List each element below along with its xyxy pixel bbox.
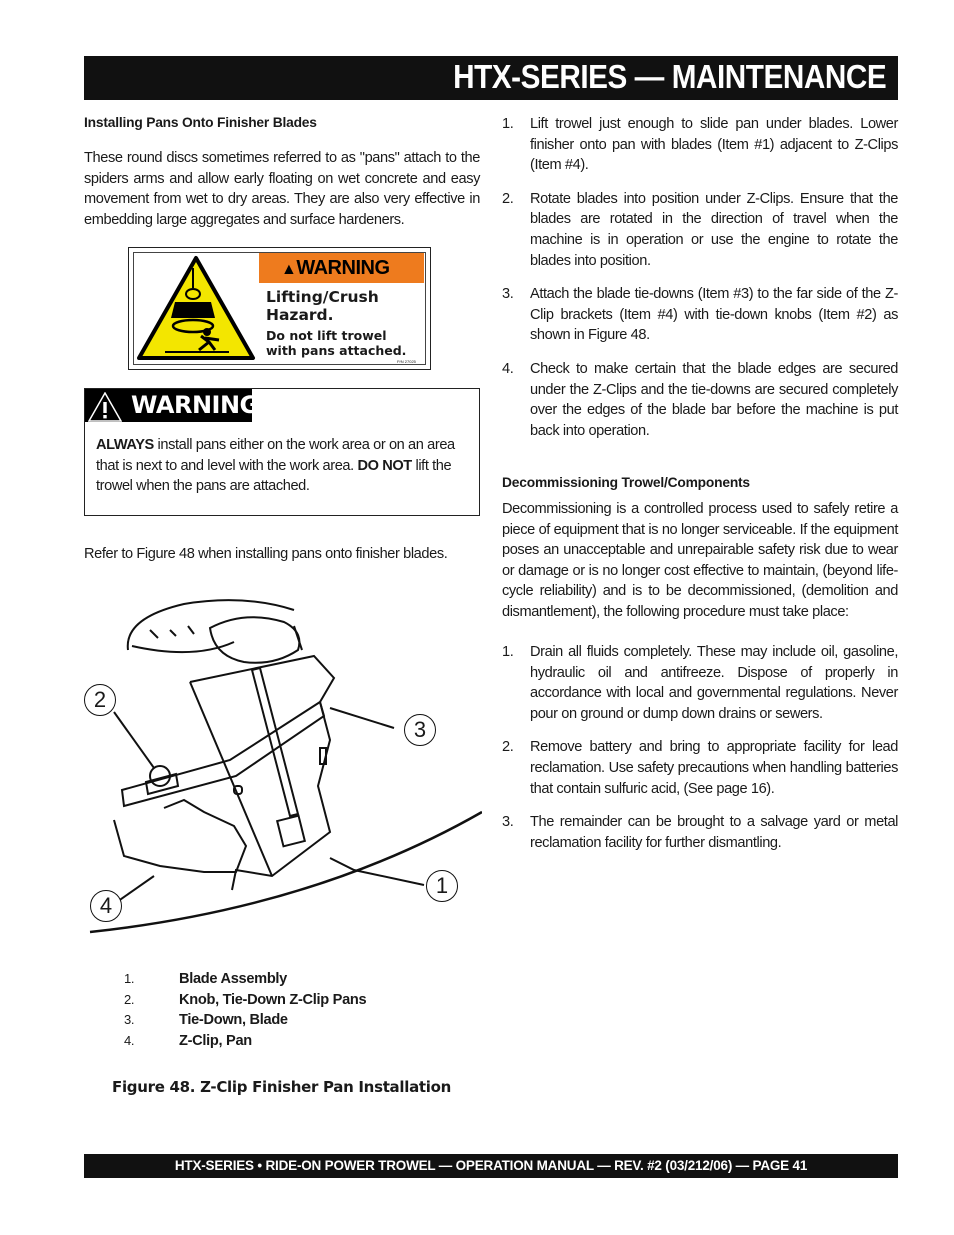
decommission-heading: Decommissioning Trowel/Components	[502, 475, 750, 490]
list-item	[502, 642, 898, 724]
legend-item	[124, 1033, 366, 1054]
legend-item	[124, 992, 366, 1013]
decommission-steps-list	[502, 642, 898, 853]
install-heading: Installing Pans Onto Finisher Blades	[84, 115, 317, 130]
label-part-number: P/N 27025	[397, 359, 416, 364]
warning-triangle-icon	[88, 392, 122, 422]
step-number: 2.	[502, 739, 514, 756]
decommission-steps	[502, 642, 898, 866]
install-steps-list	[502, 114, 898, 441]
legend-num: 1.	[124, 971, 135, 986]
legend-num: 4.	[124, 1032, 135, 1048]
step-text: Drain all fluids completely. These may include oil, gasoline, hydraulic oil and antifreeze. Dispose of properly in accordance with local and governmental regulations. Never pour on ground or dump down drains or sewers.	[530, 644, 898, 722]
warning-tab	[85, 389, 259, 422]
step-number: 2.	[502, 190, 514, 207]
install-steps	[502, 114, 898, 454]
step-number: 1.	[502, 644, 514, 660]
crush-hazard-icon	[135, 254, 257, 363]
legend-label: Blade Assembly	[179, 971, 288, 987]
list-item	[502, 812, 898, 853]
page-header-bar	[84, 56, 898, 100]
figure-48	[84, 590, 482, 940]
step-text: The remainder can be brought to a salvage yard or metal reclamation facility for further dismantling.	[530, 814, 898, 851]
warning-triangle-icon: ▲	[281, 261, 297, 278]
warning-text-1: install pans either on the work area or on an area that is next to and level with the work area.	[96, 437, 455, 474]
step-number: 3.	[502, 814, 514, 831]
decommission-paragraph: Decommissioning is a controlled process used to safely retire a piece of equipment that is no longer serviceable. If the equipment poses an unacceptable and unrepairable safety risk due to wear or damage or is no longer cost effective to maintain, (beyond life-cycle reliability) and is to be decommissioned, (demolition and dismantlement), the following procedure must take place:	[502, 501, 898, 620]
warning-text-2: lift the trowel when the pans are attached.	[96, 457, 452, 495]
label-instruction	[266, 328, 406, 358]
list-item	[502, 359, 898, 441]
legend-num: 3.	[124, 1012, 135, 1027]
legend-item	[124, 971, 366, 992]
callout-4: 4	[90, 890, 122, 922]
label-banner-text: WARNING	[296, 257, 390, 279]
label-hazard-line-1: Lifting/Crush	[266, 288, 379, 306]
step-text: Attach the blade tie-downs (Item #3) to the far side of the Z-Clip brackets (Item #4) with tie-down knobs (Item #2) as shown in Figure 48.	[530, 286, 898, 344]
warning-box	[84, 388, 480, 516]
list-item	[502, 284, 898, 346]
callout-2: 2	[84, 684, 116, 716]
legend-item	[124, 1012, 366, 1033]
figure-caption: Figure 48. Z-Clip Finisher Pan Installation	[112, 1078, 451, 1096]
list-item	[502, 737, 898, 799]
safety-label	[128, 247, 431, 370]
step-number: 4.	[502, 360, 514, 377]
legend-num: 2.	[124, 991, 135, 1007]
step-number: 3.	[502, 286, 514, 303]
page-title: HTX-SERIES — MAINTENANCE	[452, 58, 886, 95]
label-instruction-line-2: with pans attached.	[266, 343, 407, 358]
page-footer: HTX-SERIES • RIDE-ON POWER TROWEL — OPERATION MANUAL — REV. #2 (03/212/06) — PAGE 41	[84, 1154, 898, 1178]
warning-do-not: DO NOT	[357, 457, 412, 474]
warning-text	[96, 435, 464, 497]
legend-label: Knob, Tie-Down Z-Clip Pans	[179, 991, 367, 1008]
legend-label: Z-Clip, Pan	[179, 1032, 252, 1049]
refer-text: Refer to Figure 48 when installing pans onto finisher blades.	[84, 546, 448, 562]
step-number: 1.	[502, 116, 514, 132]
install-paragraph: These round discs sometimes referred to as "pans" attach to the spiders arms and allow early floating on wet concrete and easy movement from wet to dry areas. They are also very effective in embedding large aggregates and surface hardeners.	[84, 150, 480, 228]
label-instruction-line-1: Do not lift trowel	[266, 328, 387, 343]
step-text: Check to make certain that the blade edges are secured under the Z-Clips and the tie-downs are secured completely over the edges of the blade bar before the machine is put back into operation.	[530, 360, 898, 439]
step-text: Remove battery and bring to appropriate facility for lead reclamation. Use safety precautions when handling batteries that contain sulfuric acid, (See page 16).	[530, 739, 898, 797]
legend-label: Tie-Down, Blade	[179, 1012, 288, 1028]
label-warning-banner	[259, 253, 424, 283]
step-text: Lift trowel just enough to slide pan under blades. Lower finisher onto pan with blades (Item #1) adjacent to Z-Clips (Item #4).	[530, 116, 898, 174]
warning-always: ALWAYS	[96, 437, 154, 453]
zclip-pan-illustration	[84, 590, 482, 940]
figure-legend	[124, 971, 366, 1053]
label-hazard-line-2: Hazard.	[266, 306, 334, 324]
step-text: Rotate blades into position under Z-Clips. Ensure that the blades are rotated in the direction of travel when the machine is in operation or use the engine to rotate the blades into position.	[530, 190, 898, 269]
callout-3: 3	[404, 714, 436, 746]
label-hazard-title	[266, 288, 379, 324]
list-item	[502, 114, 898, 176]
list-item	[502, 189, 898, 271]
callout-1: 1	[426, 870, 458, 902]
warning-tab-label: WARNING	[131, 391, 259, 419]
